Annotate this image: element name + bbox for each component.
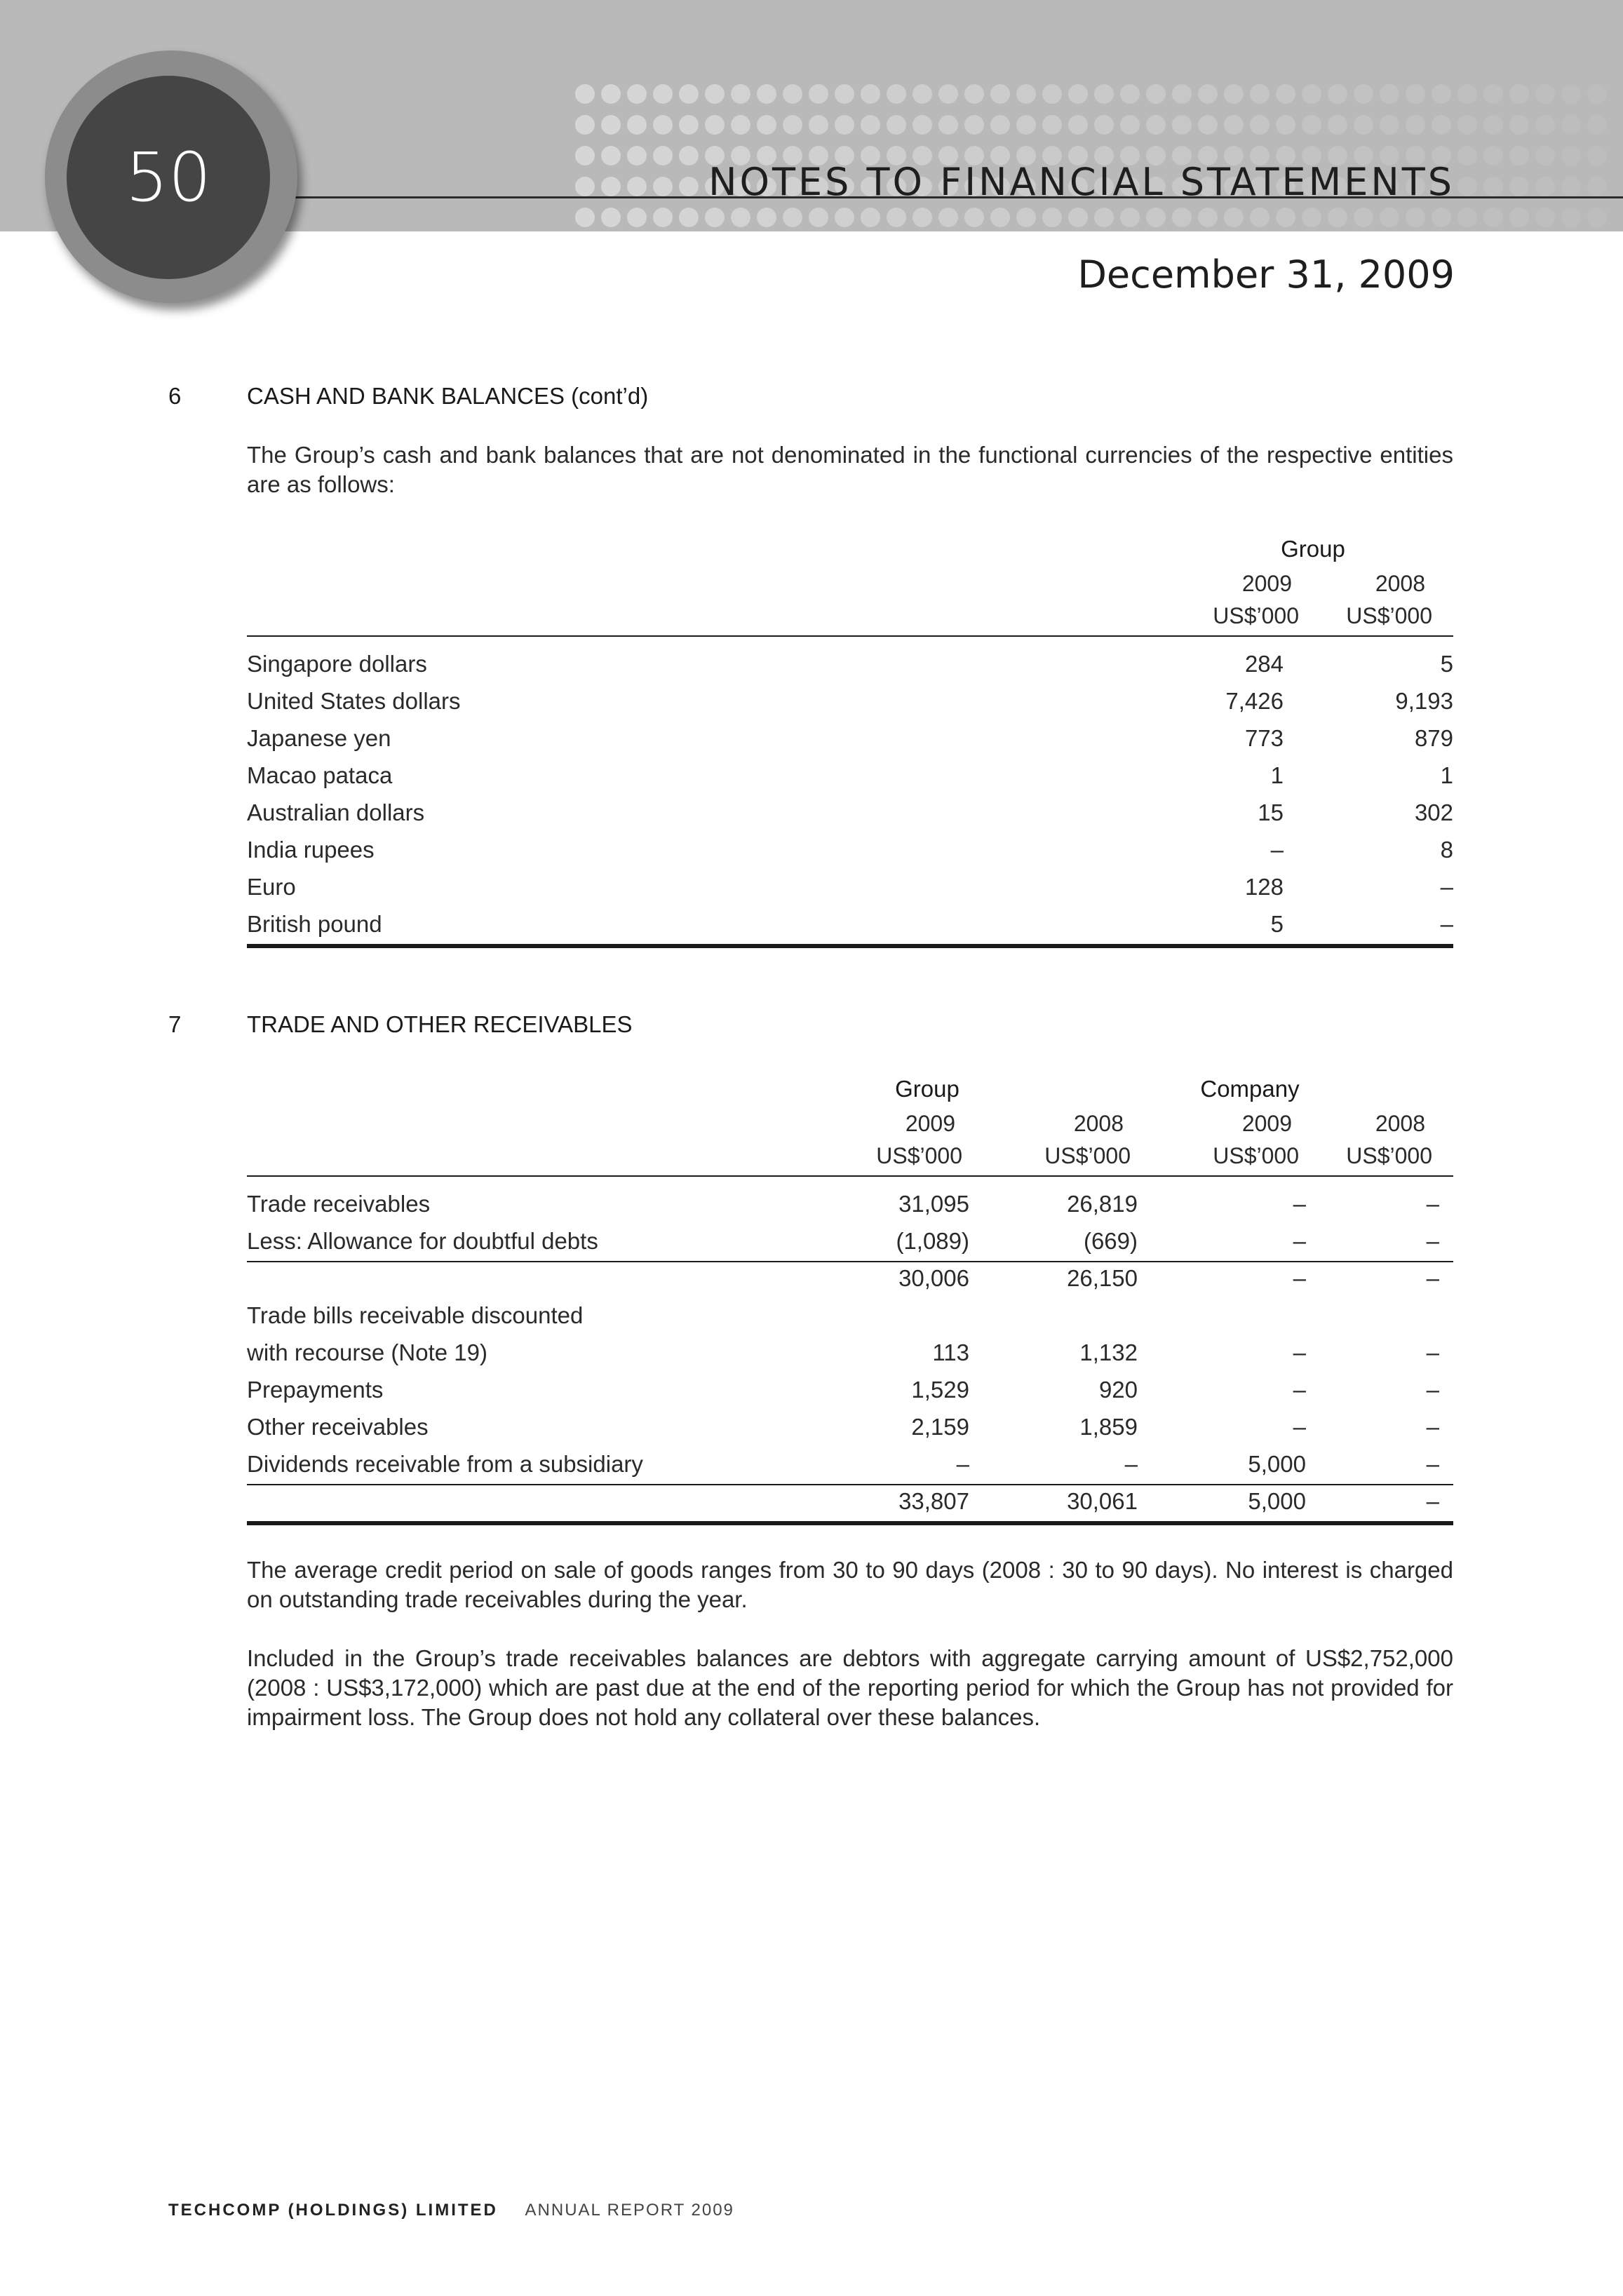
cell-value: 8 [1440,837,1453,863]
pattern-dot [990,115,1010,135]
pattern-dot [1250,84,1270,104]
dot-pattern [575,84,1623,231]
cell-value: 7,426 [1225,688,1284,714]
pattern-dot [1328,208,1347,227]
pattern-dot [783,208,802,227]
pattern-dot [1535,115,1555,135]
footer [168,2201,734,2220]
pattern-dot [861,84,880,104]
footer-report: ANNUAL REPORT 2009 [525,2201,734,2220]
table-row [247,799,1453,837]
pattern-dot [1432,84,1451,104]
pattern-dot [809,115,828,135]
cell-value: – [1124,1451,1138,1477]
pattern-dot [679,115,699,135]
pattern-dot [964,115,984,135]
cell-value: (669) [1083,1228,1138,1254]
note7-group-label: Group [895,1076,959,1102]
pattern-dot [757,84,776,104]
cell-value: – [1270,837,1284,863]
pattern-dot [1561,177,1581,196]
note6-intro: The Group’s cash and bank balances that are not denominated in the functional currencies of the respective entities are as follows: [247,442,1453,497]
row-label: Prepayments [247,1377,384,1403]
pattern-dot [1016,84,1036,104]
pattern-dot [1380,115,1399,135]
note7-col-unit: US$’000 [1213,1143,1299,1168]
pattern-dot [1587,146,1607,166]
pattern-dot [1535,208,1555,227]
pattern-dot [705,208,725,227]
pattern-dot [1172,115,1192,135]
pattern-dot [1068,84,1088,104]
cell-value: 5 [1270,911,1284,937]
pattern-dot [601,84,621,104]
pattern-dot [1406,208,1425,227]
pattern-dot [1509,177,1529,196]
pattern-dot [1509,146,1529,166]
cell-value: – [1293,1191,1306,1217]
pattern-dot [653,146,673,166]
pattern-dot [1224,115,1244,135]
table-row [247,911,1453,948]
pattern-dot [705,115,725,135]
note6-header-rule [247,635,1453,637]
pattern-dot [1457,146,1477,166]
cell-value: – [1426,1339,1439,1365]
pattern-dot [809,84,828,104]
pattern-dot [1198,115,1218,135]
pattern-dot [1432,115,1451,135]
pattern-dot [783,84,802,104]
cell-value: 773 [1244,725,1284,751]
row-label: United States dollars [247,688,461,714]
cell-value: – [1426,1488,1439,1514]
pattern-dot [1146,115,1166,135]
pattern-dot [1535,84,1555,104]
row-label: Trade receivables [247,1191,431,1217]
pattern-dot [1483,208,1503,227]
pattern-dot [1016,208,1036,227]
pattern-dot [887,84,906,104]
table-row [247,1414,1453,1451]
pattern-dot [653,208,673,227]
pattern-dot [575,208,595,227]
pattern-dot [679,177,699,196]
pattern-dot [861,208,880,227]
pattern-dot [1224,84,1244,104]
pattern-dot [861,115,880,135]
pattern-dot [1146,84,1166,104]
cell-value: – [1440,874,1453,900]
pattern-dot [1042,115,1062,135]
pattern-dot [679,146,699,166]
cell-value: 1,859 [1079,1414,1138,1440]
pattern-dot [627,208,647,227]
note7-company-label: Company [1200,1076,1300,1102]
pattern-dot [1094,84,1114,104]
pattern-dot [601,208,621,227]
table-row [247,1377,1453,1414]
pattern-dot [1561,208,1581,227]
table-row [247,688,1453,725]
cell-value: 128 [1244,874,1284,900]
pattern-dot [1432,208,1451,227]
table-row [247,1228,1453,1265]
pattern-dot [1406,84,1425,104]
note7-header-rule [247,1175,1453,1177]
cell-value: 920 [1098,1377,1138,1403]
cell-value: 5,000 [1248,1488,1306,1514]
cell-value: – [1426,1377,1439,1403]
cell-value: – [1293,1414,1306,1440]
pattern-dot [653,84,673,104]
table-row [247,837,1453,874]
row-label: with recourse (Note 19) [247,1339,487,1365]
note6-group-label: Group [1281,536,1345,562]
pattern-dot [1457,84,1477,104]
cell-value: – [1293,1339,1306,1365]
row-label: Japanese yen [247,725,391,751]
table-row [247,1488,1453,1525]
cell-value: (1,089) [896,1228,969,1254]
pattern-dot [627,146,647,166]
note6-col-unit: US$’000 [1213,603,1299,628]
note7-col-year: 2008 [1375,1111,1425,1136]
table-row [247,651,1453,688]
row-label: Other receivables [247,1414,429,1440]
pattern-dot [1328,115,1347,135]
note6-title: CASH AND BANK BALANCES (cont’d) [247,383,649,409]
cell-value: – [956,1451,969,1477]
cell-value: 2,159 [911,1414,969,1440]
pattern-dot [1457,208,1477,227]
table-row [247,1339,1453,1377]
pattern-dot [1016,115,1036,135]
pattern-dot [1457,177,1477,196]
table-row [247,725,1453,762]
pattern-dot [1250,208,1270,227]
cell-value: 113 [932,1339,969,1365]
pattern-dot [912,208,932,227]
pattern-dot [575,115,595,135]
pattern-dot [1302,115,1321,135]
row-label: Dividends receivable from a subsidiary [247,1451,643,1477]
pattern-dot [679,208,699,227]
pattern-dot [1094,208,1114,227]
note7-total-rule [247,1484,1453,1485]
pattern-dot [1302,208,1321,227]
pattern-dot [1535,146,1555,166]
pattern-dot [1068,208,1088,227]
pattern-dot [575,146,595,166]
pattern-dot [1276,208,1295,227]
pattern-dot [1042,84,1062,104]
pattern-dot [1587,177,1607,196]
cell-value: – [1426,1191,1439,1217]
pattern-dot [1483,115,1503,135]
note6-col-year: 2008 [1375,571,1425,596]
pattern-dot [938,208,958,227]
footer-company: TECHCOMP (HOLDINGS) LIMITED [168,2201,498,2220]
cell-value: 26,150 [1067,1265,1138,1291]
row-label: Macao pataca [247,762,393,788]
pattern-dot [1172,84,1192,104]
pattern-dot [938,84,958,104]
pattern-dot [1509,208,1529,227]
pattern-dot [912,84,932,104]
pattern-dot [1457,115,1477,135]
pattern-dot [575,84,595,104]
cell-value: – [1293,1228,1306,1254]
pattern-dot [1224,208,1244,227]
cell-value: 302 [1414,799,1453,825]
pattern-dot [990,208,1010,227]
pattern-dot [679,84,699,104]
pattern-dot [1094,115,1114,135]
pattern-dot [887,208,906,227]
pattern-dot [1380,208,1399,227]
pattern-dot [653,115,673,135]
row-label: British pound [247,911,382,937]
note7-end-rule [247,1521,1453,1525]
row-label: Less: Allowance for doubtful debts [247,1228,598,1254]
row-label: India rupees [247,837,375,863]
cell-value: 284 [1244,651,1284,677]
pattern-dot [1587,208,1607,227]
note7-subtotal-rule [247,1261,1453,1262]
pattern-dot [1561,146,1581,166]
table-row [247,1265,1453,1302]
table-row [247,1191,1453,1228]
table-row [247,1451,1453,1488]
pattern-dot [783,115,802,135]
cell-value: 31,095 [898,1191,969,1217]
pattern-dot [601,177,621,196]
pattern-dot [835,115,854,135]
pattern-dot [601,146,621,166]
note7-col-unit: US$’000 [1044,1143,1131,1168]
pattern-dot [1198,84,1218,104]
pattern-dot [912,115,932,135]
cell-value: 5,000 [1248,1451,1306,1477]
cell-value: 1 [1270,762,1284,788]
note7-col-unit: US$’000 [876,1143,962,1168]
page-date: December 31, 2009 [1077,252,1455,297]
table-row [247,874,1453,911]
cell-value: 15 [1258,799,1284,825]
pattern-dot [1406,115,1425,135]
pattern-dot [1354,84,1373,104]
pattern-dot [653,177,673,196]
pattern-dot [731,84,750,104]
pattern-dot [1302,84,1321,104]
pattern-dot [835,84,854,104]
row-label: Trade bills receivable discounted [247,1302,584,1328]
cell-value: – [1426,1228,1439,1254]
table-row [247,762,1453,799]
cell-value: 26,819 [1067,1191,1138,1217]
pattern-dot [1120,84,1140,104]
cell-value: – [1293,1377,1306,1403]
pattern-dot [627,115,647,135]
cell-value: 5 [1440,651,1453,677]
table-row [247,1302,1453,1339]
pattern-dot [1483,177,1503,196]
note7-paragraph-1: The average credit period on sale of goods ranges from 30 to 90 days (2008 : 30 to 90 days). No interest is charged on outstanding trade receivables during the year. [247,1557,1453,1612]
note7-col-year: 2008 [1073,1111,1124,1136]
pattern-dot [731,208,750,227]
pattern-dot [1042,208,1062,227]
pattern-dot [990,84,1010,104]
cell-value: – [1440,911,1453,937]
pattern-dot [1483,84,1503,104]
note6-col-unit: US$’000 [1346,603,1432,628]
pattern-dot [1561,84,1581,104]
pattern-dot [887,115,906,135]
pattern-dot [1276,84,1295,104]
pattern-dot [1120,208,1140,227]
cell-value: – [1426,1265,1439,1291]
row-label: Euro [247,874,296,900]
pattern-dot [809,208,828,227]
cell-value: 30,006 [898,1265,969,1291]
page-title: NOTES TO FINANCIAL STATEMENTS [708,160,1455,204]
pattern-dot [1068,115,1088,135]
pattern-dot [1587,115,1607,135]
pattern-dot [705,84,725,104]
pattern-dot [627,84,647,104]
cell-value: 33,807 [898,1488,969,1514]
cell-value: – [1293,1265,1306,1291]
pattern-dot [757,115,776,135]
pattern-dot [1328,84,1347,104]
pattern-dot [1561,115,1581,135]
pattern-dot [964,208,984,227]
note7-col-year: 2009 [1241,1111,1292,1136]
note7-col-unit: US$’000 [1346,1143,1432,1168]
pattern-dot [627,177,647,196]
pattern-dot [1354,115,1373,135]
pattern-dot [575,177,595,196]
cell-value: 30,061 [1067,1488,1138,1514]
cell-value: 1 [1440,762,1453,788]
cell-value: – [1426,1414,1439,1440]
cell-value: 9,193 [1395,688,1453,714]
pattern-dot [1354,208,1373,227]
cell-value: – [1426,1451,1439,1477]
pattern-dot [964,84,984,104]
note7-col-year: 2009 [905,1111,955,1136]
page-number: 50 [125,138,212,217]
pattern-dot [1146,208,1166,227]
note6-col-year: 2009 [1241,571,1292,596]
pattern-dot [1535,177,1555,196]
cell-value: 1,132 [1079,1339,1138,1365]
note7-paragraph-2: Included in the Group’s trade receivables balances are debtors with aggregate carrying amount of US$2,752,000 (2008 : US$3,172,000) which are past due at the end of the reporting period for which the Group has not provided for impairment loss. The Group does not hold any collateral over these balances. [247,1645,1453,1730]
pattern-dot [835,208,854,227]
note7-title: TRADE AND OTHER RECEIVABLES [247,1011,633,1037]
pattern-dot [1276,115,1295,135]
pattern-dot [1120,115,1140,135]
cell-value: 1,529 [911,1377,969,1403]
pattern-dot [938,115,958,135]
row-label: Singapore dollars [247,651,427,677]
pattern-dot [1587,84,1607,104]
row-label: Australian dollars [247,799,425,825]
pattern-dot [1509,115,1529,135]
pattern-dot [1198,208,1218,227]
pattern-dot [601,115,621,135]
pattern-dot [1250,115,1270,135]
pattern-dot [757,208,776,227]
note6-number: 6 [168,383,182,409]
note7-number: 7 [168,1011,182,1037]
pattern-dot [1380,84,1399,104]
pattern-dot [1172,208,1192,227]
note6-table [247,533,1453,961]
cell-value: 879 [1414,725,1453,751]
pattern-dot [1509,84,1529,104]
pattern-dot [1483,146,1503,166]
note7-table [247,1073,1453,1536]
pattern-dot [731,115,750,135]
note6-total-rule [247,944,1453,948]
